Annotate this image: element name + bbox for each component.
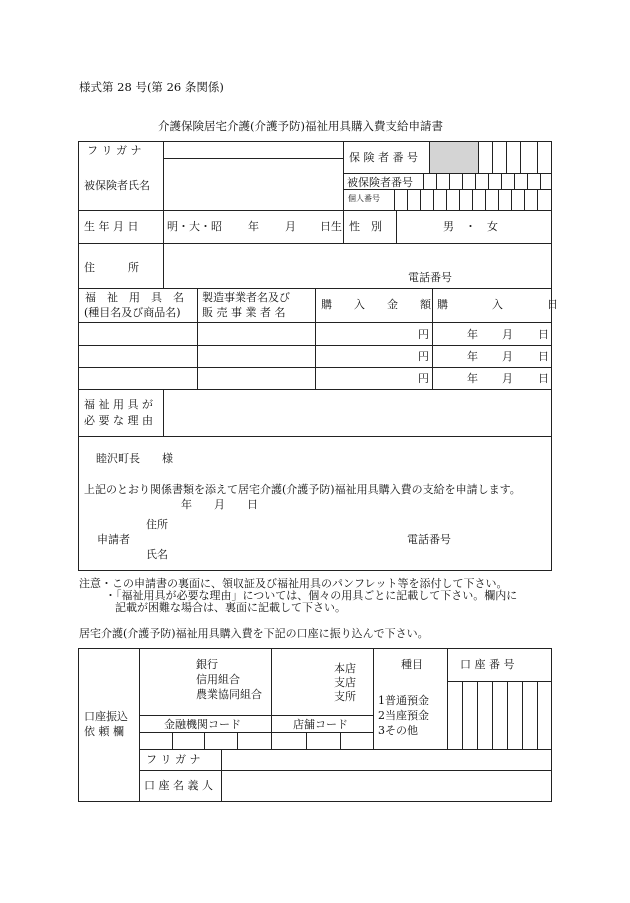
- account-holder-label: 口 座 名 義 人: [144, 779, 213, 792]
- maker-header-1: 製造事業者名及び: [202, 291, 290, 304]
- year-unit: 年: [467, 350, 478, 363]
- sex-label: 性 別: [349, 220, 382, 233]
- individual-number-label: 個人番号: [348, 194, 380, 203]
- form-number: 様式第 28 号(第 26 条関係): [79, 80, 224, 94]
- furigana-label: フ リ ガ ナ: [87, 144, 142, 157]
- sex-options[interactable]: 男 ・ 女: [443, 220, 498, 233]
- request-statement: 上記のとおり関係書類を添えて居宅介護(介護予防)福祉用具購入費の支給を申請します。: [84, 483, 521, 496]
- purchase-date-header: 購 入 日: [437, 298, 558, 311]
- yen-unit: 円: [418, 328, 429, 341]
- insurer-number-label: 保 険 者 番 号: [349, 151, 418, 164]
- item-name-header-1: 福 祉 用 具 名: [85, 291, 184, 304]
- item-name-header-2: (種目名及び商品名): [84, 306, 181, 319]
- maker-header-2: 販 売 事 業 者 名: [202, 306, 286, 319]
- insured-name-field[interactable]: [164, 159, 342, 209]
- account-type-ordinary[interactable]: 1普通預金: [378, 694, 429, 707]
- day-unit: 日: [538, 328, 549, 341]
- yen-unit: 円: [418, 350, 429, 363]
- bank-label-2: 依 頼 欄: [84, 725, 124, 738]
- reason-label-1: 福 祉 用 具 が: [84, 398, 153, 411]
- phone-label: 電話番号: [408, 271, 452, 284]
- account-type-label: 種目: [401, 658, 423, 671]
- bank-intro: 居宅介護(介護予防)福祉用具購入費を下記の口座に振り込んで下さい。: [79, 627, 429, 640]
- era-options[interactable]: 明・大・昭: [167, 220, 222, 233]
- institution-agricultural-coop: 農業協同組合: [196, 688, 262, 701]
- note-1: 注意・この申請書の裏面に、領収証及び福祉用具のパンフレット等を添付して下さい。: [79, 577, 508, 590]
- applicant-label: 申請者: [97, 533, 130, 546]
- branch-sub-office: 支所: [334, 690, 356, 703]
- day-unit: 日: [538, 350, 549, 363]
- birth-year-unit: 年: [248, 220, 259, 233]
- institution-bank: 銀行: [196, 658, 218, 671]
- account-number-label: 口 座 番 号: [460, 658, 515, 671]
- year-unit: 年: [467, 328, 478, 341]
- bank-label-1: 口座振込: [84, 710, 128, 723]
- institution-code-label: 金融機関コード: [164, 718, 241, 731]
- addressee: 睦沢町長 様: [96, 452, 173, 465]
- request-date: 年 月 日: [181, 498, 258, 511]
- address-field[interactable]: [164, 244, 550, 287]
- insured-number-label: 被保険者番号: [347, 176, 413, 189]
- account-type-other[interactable]: 3その他: [378, 724, 418, 737]
- reason-field[interactable]: [164, 390, 550, 435]
- address-label: 住 所: [84, 261, 139, 274]
- insured-name-label: 被保険者氏名: [84, 179, 150, 192]
- applicant-name-label: 氏名: [146, 548, 168, 561]
- applicant-phone-label: 電話番号: [407, 533, 451, 546]
- note-2: ・「福祉用具が必要な理由」については、個々の用具ごとに記載して下さい。欄内に: [105, 589, 518, 602]
- branch-head-office: 本店: [334, 662, 356, 675]
- month-unit: 月: [502, 328, 513, 341]
- branch-branch: 支店: [334, 676, 356, 689]
- reason-label-2: 必 要 な 理 由: [84, 414, 153, 427]
- birth-month-unit: 月: [285, 220, 296, 233]
- birth-day-unit: 日生: [320, 220, 342, 233]
- insurer-number-shaded-cell: [430, 142, 478, 173]
- branch-code-label: 店舗コード: [293, 718, 348, 731]
- yen-unit: 円: [418, 372, 429, 385]
- holder-furigana-label: フ リ ガ ナ: [146, 753, 201, 766]
- institution-credit-union: 信用組合: [196, 673, 240, 686]
- month-unit: 月: [502, 350, 513, 363]
- note-3: 記載が困難な場合は、裏面に記載して下さい。: [115, 601, 346, 614]
- year-unit: 年: [467, 372, 478, 385]
- account-type-checking[interactable]: 2当座預金: [378, 709, 429, 722]
- month-unit: 月: [502, 372, 513, 385]
- applicant-address-label: 住所: [146, 518, 168, 531]
- birthdate-label: 生 年 月 日: [84, 220, 139, 233]
- amount-header: 購 入 金 額: [321, 298, 431, 311]
- form-title: 介護保険居宅介護(介護予防)福祉用具購入費支給申請書: [158, 119, 443, 133]
- furigana-field[interactable]: [163, 148, 343, 158]
- holder-furigana-field[interactable]: [222, 750, 550, 769]
- account-holder-field[interactable]: [222, 771, 550, 800]
- day-unit: 日: [538, 372, 549, 385]
